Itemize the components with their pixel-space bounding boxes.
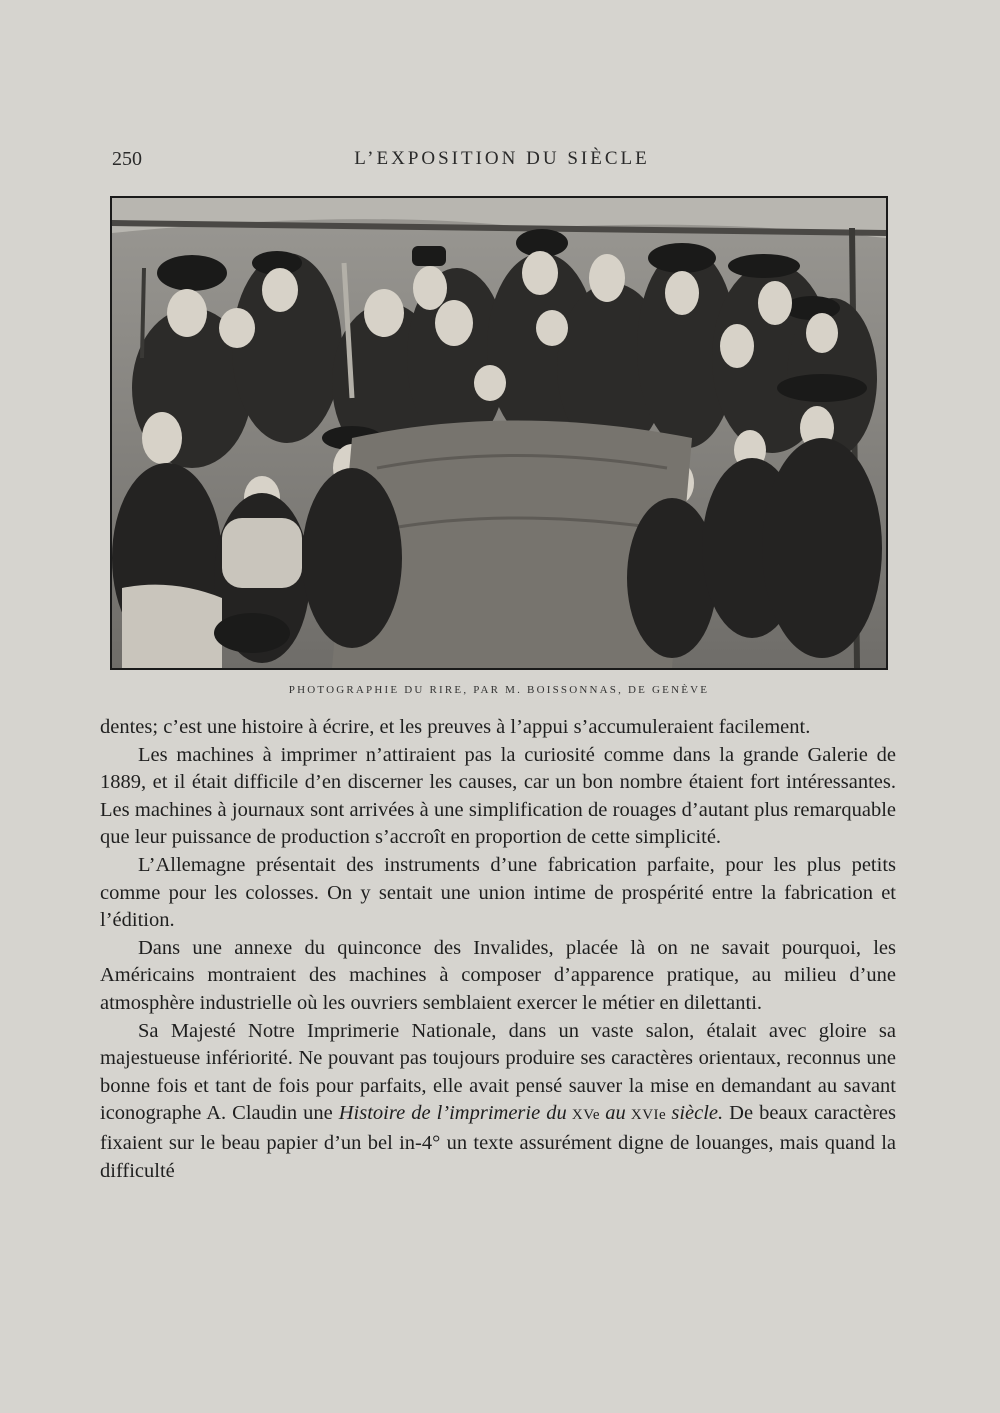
book-title: Histoire de l’imprimerie du <box>338 1102 567 1125</box>
text-run: Sa Majesté Notre Imprimerie Nationale, dans un vaste salon, étalait avec gloire sa majestueuse infériorité. Ne pouvant pas toujours produire ses caractères orientaux, reconnus une bonne fois et tant de fois pour parfaits, elle avait pensé sauver la mise en demandant au savant iconographe A. Claudin une <box>100 1019 896 1125</box>
book-title: au <box>605 1102 626 1125</box>
page-number: 250 <box>112 148 142 170</box>
body-text <box>100 714 896 1185</box>
paragraph <box>100 1018 896 1186</box>
text-run: XVIe <box>625 1107 672 1124</box>
paragraph: Les machines à imprimer n’attiraient pas la curiosité comme dans la grande Galerie de 1889, et il était difficile d’en discerner les causes, car un bon nombre étaient fort intéressantes. Les machines à journaux sont arrivées à une simplification de rouages d’autant plus remarquable que leur puissance de production s’accroît en proportion de cette simplicité. <box>100 743 896 849</box>
photograph <box>110 196 888 670</box>
photograph-illustration <box>112 198 886 668</box>
paragraph: dentes; c’est une histoire à écrire, et les preuves à l’appui s’accumuleraient facilement. <box>100 716 811 738</box>
running-title: L’EXPOSITION DU SIÈCLE <box>354 148 650 169</box>
paragraph: L’Allemagne présentait des instruments d’une fabrication parfaite, pour les plus petits comme pour les colosses. On y sentait une union intime de prospérité entre la fabrication et l’édition. <box>100 853 896 932</box>
text-run: XVe <box>566 1107 606 1124</box>
book-title: siècle. <box>671 1102 724 1125</box>
page-header <box>112 148 892 176</box>
photo-caption: PHOTOGRAPHIE DU RIRE, PAR M. BOISSONNAS, DE GENÈVE <box>288 684 710 696</box>
text-run: De beaux caractères fixaient sur le beau papier d’un bel in-4° un texte assurément digne de louanges, mais quand la difficulté <box>100 1102 896 1182</box>
paragraph: Dans une annexe du quinconce des Invalides, placée là on ne savait pourquoi, les Américains montraient des machines à composer d’apparence pratique, au milieu d’une atmosphère industrielle où les ouvriers semblaient exercer le métier en dilettanti. <box>100 936 896 1014</box>
